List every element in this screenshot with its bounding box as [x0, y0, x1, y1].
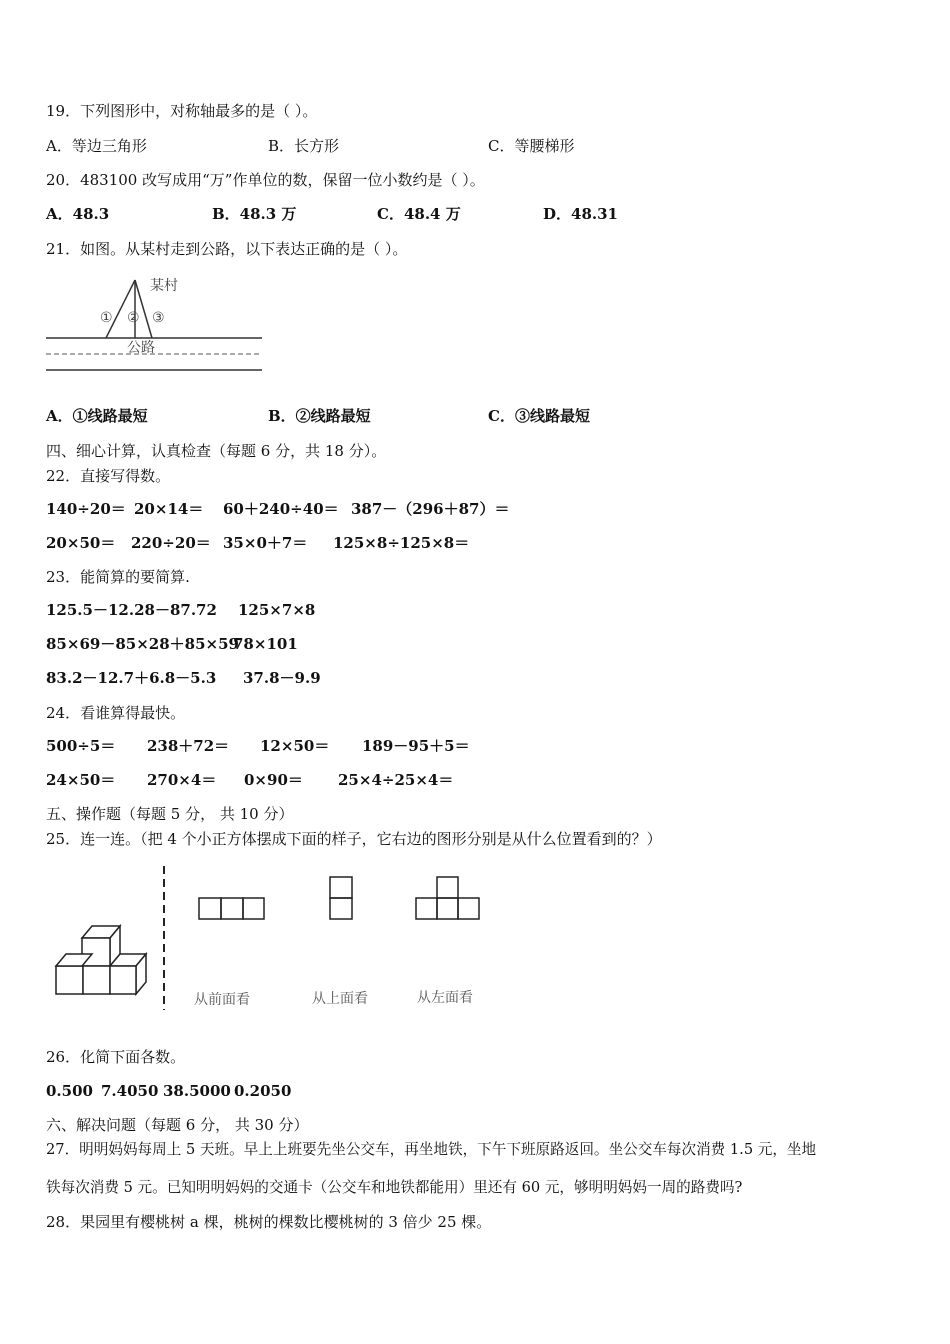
q24-item: 500÷5＝	[46, 737, 116, 755]
q22-item: 387－（296＋87）＝	[351, 500, 510, 518]
route-1-line	[106, 280, 135, 338]
q24-item: 189－95＋5＝	[362, 737, 470, 755]
q19-option-a: A．等边三角形	[46, 137, 147, 155]
village-road-figure	[40, 272, 270, 382]
q20-stem: 20．483100 改写成用“万”作单位的数，保留一位小数约是（ ）。	[46, 171, 485, 189]
q24-item: 270×4＝	[147, 771, 217, 789]
q23-item: 37.8－9.9	[243, 669, 321, 687]
section-5-title: 五、操作题（每题 5 分， 共 10 分）	[46, 805, 294, 823]
front-view-drawing	[199, 898, 264, 919]
q23-item: 125.5－12.28－87.72	[46, 601, 217, 619]
q22-item: 60＋240÷40＝	[223, 500, 339, 518]
q22-item: 20×14＝	[134, 500, 204, 518]
q24-item: 238＋72＝	[147, 737, 230, 755]
section-6-title: 六、解决问题（每题 6 分， 共 30 分）	[46, 1116, 309, 1134]
q20-option-a: A．48.3	[46, 205, 110, 223]
q20-option-c: C．48.4 万	[377, 205, 461, 223]
q26-stem: 26．化简下面各数。	[46, 1048, 186, 1066]
q23-item: 85×69－85×28＋85×59	[46, 635, 239, 653]
q22-item: 35×0＋7＝	[223, 534, 308, 552]
q19-option-c: C．等腰梯形	[488, 137, 575, 155]
q27-line-2: 铁每次消费 5 元。已知明明妈妈的交通卡（公交车和地铁都能用）里还有 60 元，够明明妈妈一周的路费吗?	[46, 1179, 743, 1196]
q23-item: 83.2－12.7＋6.8－5.3	[46, 669, 217, 687]
q22-item: 125×8÷125×8＝	[333, 534, 470, 552]
front-view-label: 从前面看	[194, 992, 250, 1008]
q19-stem: 19．下列图形中，对称轴最多的是（ ）。	[46, 102, 318, 120]
q24-item: 0×90＝	[244, 771, 303, 789]
route-1-label: ①	[100, 310, 113, 326]
q21-stem: 21．如图。从某村走到公路，以下表达正确的是（ ）。	[46, 240, 408, 258]
q26-number: 0.2050	[234, 1082, 292, 1100]
left-view-drawing	[416, 877, 479, 919]
q22-item: 140÷20＝	[46, 500, 126, 518]
q22-item: 20×50＝	[46, 534, 116, 552]
route-3-label: ③	[152, 310, 165, 326]
q21-option-c: C．③线路最短	[488, 407, 590, 425]
q26-number: 38.5000	[163, 1082, 231, 1100]
q23-item: 78×101	[233, 635, 298, 653]
q24-stem: 24．看谁算得最快。	[46, 704, 186, 722]
q24-item: 12×50＝	[260, 737, 330, 755]
road-label: 公路	[127, 340, 155, 356]
top-view-drawing	[330, 877, 352, 919]
q26-number: 7.4050	[101, 1082, 159, 1100]
left-view-label: 从左面看	[417, 990, 473, 1006]
q19-option-b: B．长方形	[268, 137, 340, 155]
q21-option-b: B．②线路最短	[268, 407, 371, 425]
q21-option-a: A．①线路最短	[46, 407, 148, 425]
cube-stack-drawing	[56, 926, 146, 994]
q22-item: 220÷20＝	[131, 534, 211, 552]
q24-item: 24×50＝	[46, 771, 116, 789]
route-2-label: ②	[127, 310, 140, 326]
q25-stem: 25．连一连。（把 4 个小正方体摆成下面的样子，它右边的图形分别是从什么位置看到的？）	[46, 830, 662, 848]
q20-option-d: D．48.31	[543, 205, 618, 223]
cube-views-figure	[40, 860, 500, 1020]
q27-line-1: 27．明明妈妈每周上 5 天班。早上上班要先坐公交车，再坐地铁，下午下班原路返回。坐公交车每次消费 1.5 元，坐地	[46, 1141, 817, 1158]
q23-stem: 23．能简算的要简算.	[46, 568, 190, 586]
q24-item: 25×4÷25×4＝	[338, 771, 454, 789]
top-view-label: 从上面看	[312, 991, 368, 1007]
q22-stem: 22．直接写得数。	[46, 467, 171, 485]
q28-stem: 28．果园里有樱桃树 a 棵，桃树的棵数比樱桃树的 3 倍少 25 棵。	[46, 1213, 492, 1231]
q26-number: 0.500	[46, 1082, 93, 1100]
q23-item: 125×7×8	[238, 601, 316, 619]
section-4-title: 四、细心计算，认真检查（每题 6 分，共 18 分）。	[46, 442, 387, 460]
village-label: 某村	[150, 278, 178, 294]
q20-option-b: B．48.3 万	[212, 205, 297, 223]
